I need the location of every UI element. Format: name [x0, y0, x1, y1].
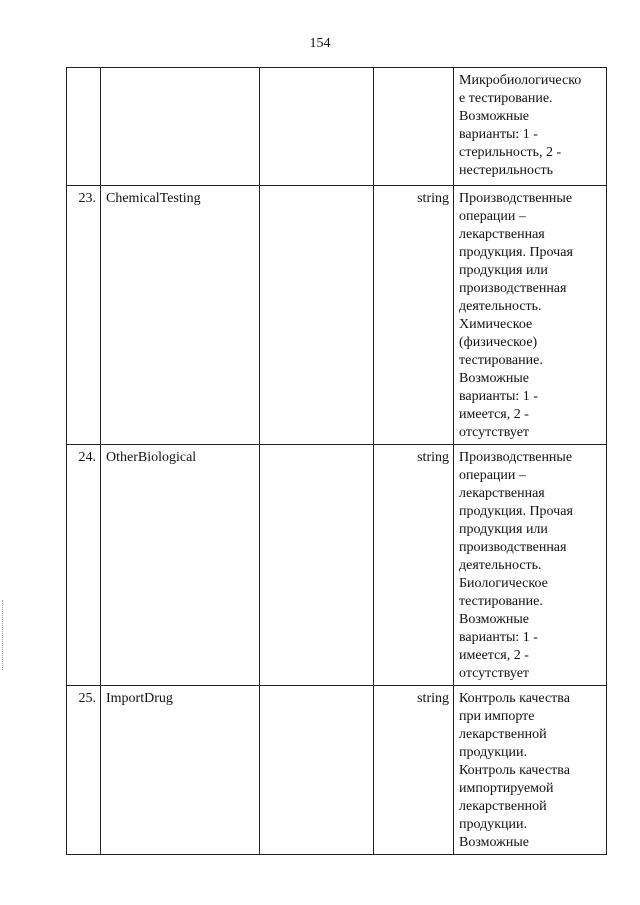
field-description [454, 686, 607, 855]
description-line: стерильность, 2 - [459, 145, 562, 160]
description-line: лекарственной [459, 727, 547, 742]
row-number: 24. [67, 445, 101, 686]
row-number: 25. [67, 686, 101, 855]
description-line: при импорте [459, 709, 535, 724]
description-line: импортируемой [459, 781, 554, 796]
field-type: string [374, 686, 454, 855]
field-name: ChemicalTesting [101, 186, 260, 445]
description-line: продукция или [459, 263, 548, 278]
description-line: Возможные [459, 109, 529, 124]
description-line: Контроль качества [459, 691, 570, 706]
table-row [67, 186, 607, 445]
description-line: продукции. [459, 817, 527, 832]
empty-cell [260, 445, 374, 686]
description-line: Микробиологическо [459, 73, 582, 88]
description-line: лекарственная [459, 486, 545, 501]
description-line: Возможные [459, 371, 529, 386]
description-line: лекарственной [459, 799, 547, 814]
field-description [454, 68, 607, 186]
description-line: Возможные [459, 612, 529, 627]
description-line: продукция или [459, 522, 548, 537]
table-row [67, 686, 607, 855]
description-line: отсутствует [459, 425, 530, 440]
description-line: е тестирование. [459, 91, 553, 106]
description-line: операции – [459, 209, 526, 224]
row-number [67, 68, 101, 186]
description-line: продукции. [459, 745, 527, 760]
description-line: производственная [459, 281, 567, 296]
margin-scan-mark [2, 600, 4, 670]
field-type: string [374, 186, 454, 445]
row-number: 23. [67, 186, 101, 445]
description-line: Производственные [459, 450, 573, 465]
description-line: тестирование. [459, 594, 543, 609]
empty-cell [260, 186, 374, 445]
description-line: тестирование. [459, 353, 543, 368]
description-line: имеется, 2 - [459, 648, 529, 663]
field-name: ImportDrug [101, 686, 260, 855]
description-line: Возможные [459, 835, 529, 850]
fields-table [66, 67, 607, 855]
description-line: операции – [459, 468, 526, 483]
description-line: (физическое) [459, 335, 538, 350]
description-line: Биологическое [459, 576, 548, 591]
field-name [101, 68, 260, 186]
description-line: отсутствует [459, 666, 530, 681]
description-line: варианты: 1 - [459, 389, 538, 404]
table-row [67, 68, 607, 186]
field-description [454, 445, 607, 686]
description-line: лекарственная [459, 227, 545, 242]
field-description [454, 186, 607, 445]
description-line: Производственные [459, 191, 573, 206]
description-line: Химическое [459, 317, 533, 332]
field-name: OtherBiological [101, 445, 260, 686]
description-line: варианты: 1 - [459, 127, 538, 142]
description-line: продукция. Прочая [459, 504, 573, 519]
empty-cell [260, 68, 374, 186]
field-type: string [374, 445, 454, 686]
page-number: 154 [309, 36, 331, 51]
description-line: деятельность. [459, 558, 542, 573]
description-line: Контроль качества [459, 763, 570, 778]
description-line: нестерильность [459, 163, 554, 178]
table-row [67, 445, 607, 686]
empty-cell [260, 686, 374, 855]
description-line: продукция. Прочая [459, 245, 573, 260]
field-type [374, 68, 454, 186]
description-line: деятельность. [459, 299, 542, 314]
description-line: имеется, 2 - [459, 407, 529, 422]
description-line: варианты: 1 - [459, 630, 538, 645]
description-line: производственная [459, 540, 567, 555]
